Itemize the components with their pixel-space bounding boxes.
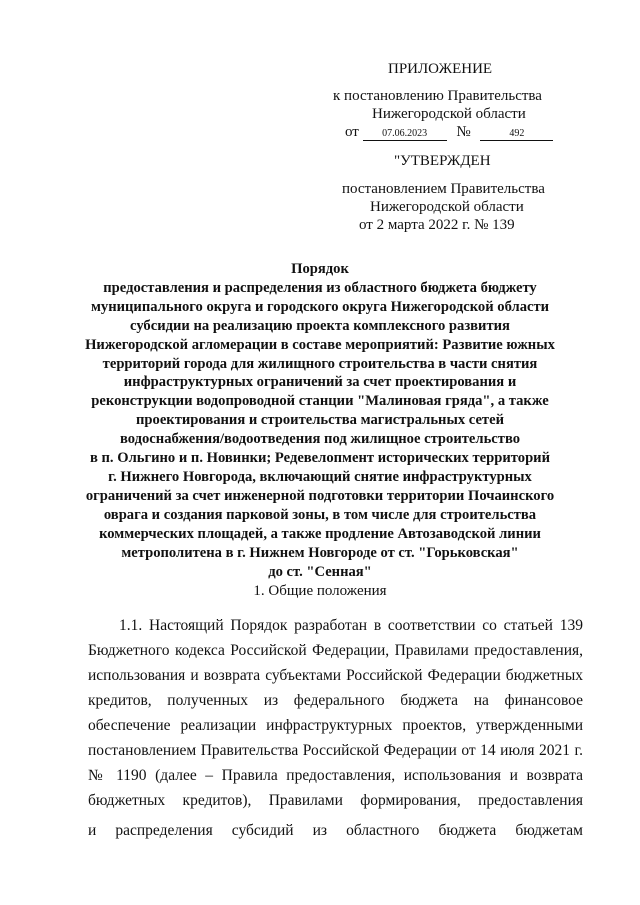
body-text-line: кредитов, полученных из федерального бюджета на финансовое — [88, 692, 583, 709]
resolution-number: 492 — [480, 127, 553, 141]
title-line: проектирования и строительства магистральных сетей — [136, 412, 504, 429]
approval-line-1: постановлением Правительства — [342, 181, 545, 197]
appendix-title: ПРИЛОЖЕНИЕ — [388, 61, 493, 77]
title-line: реконструкции водопроводной станции "Малиновая гряда", а также — [91, 393, 549, 410]
title-line: оврага и создания парковой зоны, в том числе для строительства — [103, 506, 537, 523]
title-line: Порядок — [291, 261, 349, 277]
body-text-line: обеспечение реализации инфраструктурных проектов, утвержденными — [88, 717, 583, 734]
title-line: предоставления и распределения из областного бюджета бюджету — [103, 279, 537, 296]
approval-line-2: Нижегородской области — [370, 199, 524, 215]
title-line: коммерческих площадей, а также продление Автозаводской линии — [99, 525, 541, 542]
title-line: водоснабжения/водоотведения под жилищное строительство — [119, 431, 521, 448]
number-label: № — [456, 124, 471, 140]
resolution-date: 07.06.2023 — [363, 127, 447, 141]
title-line: ограничений за счет инженерной подготовки территории Почаинского — [85, 487, 555, 504]
body-text-line: использования и возврата субъектами Российской Федерации бюджетных — [88, 667, 583, 684]
body-text-line: постановлением Правительства Российской Федерации от 14 июля 2021 г. — [88, 742, 583, 759]
title-line: в п. Ольгино и п. Новинки; Редевелопмент исторических территорий — [89, 450, 551, 467]
title-line: до ст. "Сенная" — [268, 563, 372, 580]
title-line: субсидии на реализацию проекта комплексного развития — [130, 317, 510, 334]
document-title — [60, 260, 580, 581]
title-line: г. Нижнего Новгорода, включающий снятие инфраструктурных — [108, 468, 532, 485]
appendix-resolution-line: к постановлению Правительства — [333, 88, 542, 104]
title-line: Нижегородской агломерации в составе мероприятий: Развитие южных — [85, 336, 555, 353]
title-line: территорий города для жилищного строительства в части снятия — [102, 355, 538, 372]
from-label: от — [345, 124, 359, 140]
body-text-line: бюджетных кредитов), Правилами формирования, предоставления — [88, 792, 583, 809]
appendix-region-line: Нижегородской области — [372, 106, 526, 122]
appendix-date-number-row — [345, 124, 553, 141]
title-line: муниципального округа и городского округа Нижегородской области — [90, 298, 550, 315]
approval-title: "УТВЕРЖДЕН — [394, 153, 491, 169]
body-text-line: и распределения субсидий из областного бюджета бюджетам — [88, 822, 583, 839]
body-text-line: 1.1. Настоящий Порядок разработан в соответствии со статьей 139 — [119, 617, 583, 634]
section-heading: 1. Общие положения — [253, 583, 387, 599]
approval-line-3: от 2 марта 2022 г. № 139 — [359, 217, 515, 233]
body-text-line: № 1190 (далее – Правила предоставления, использования и возврата — [88, 767, 583, 784]
body-text-line: Бюджетного кодекса Российской Федерации, Правилами предоставления, — [88, 642, 583, 659]
title-line: инфраструктурных ограничений за счет проектирования и — [123, 374, 517, 391]
title-line: метрополитена в г. Нижнем Новгороде от ст. "Горьковская" — [121, 544, 519, 561]
